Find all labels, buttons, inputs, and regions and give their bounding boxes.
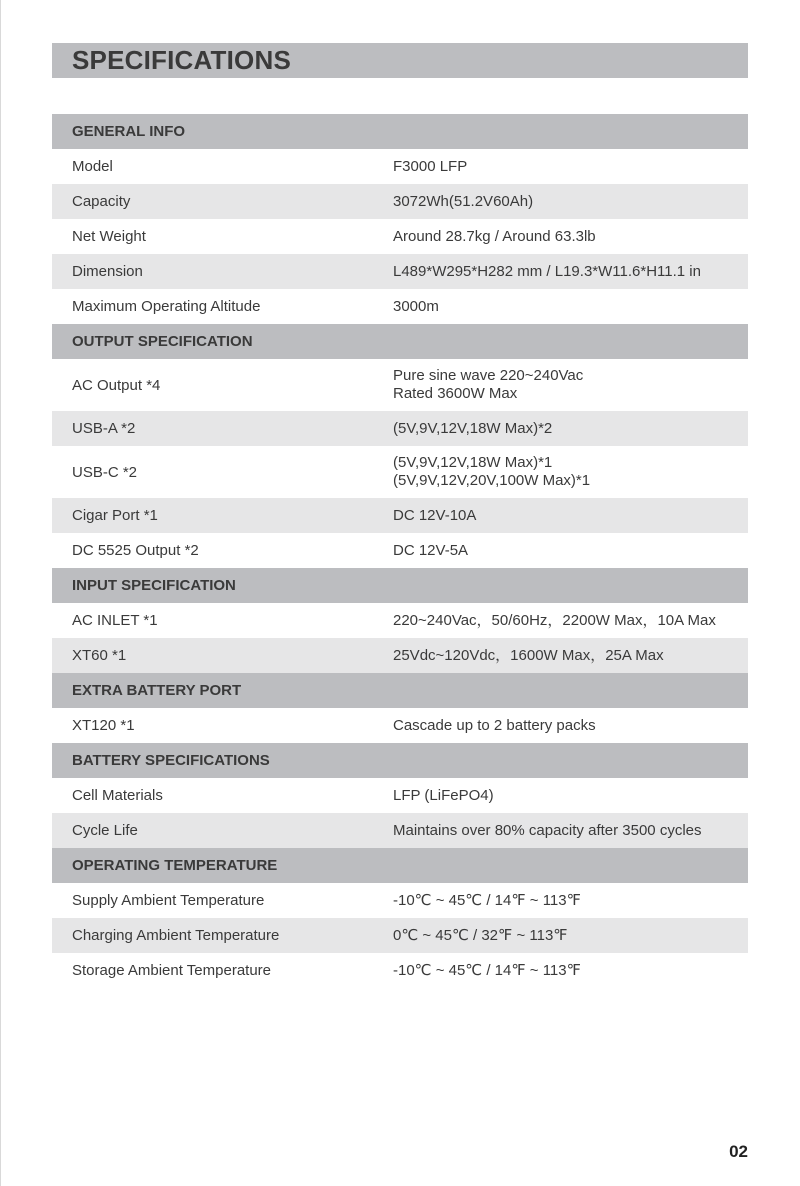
spec-value bbox=[393, 367, 748, 403]
spec-label: Storage Ambient Temperature bbox=[72, 962, 272, 979]
spec-row bbox=[52, 918, 748, 953]
spec-label: Cell Materials bbox=[72, 787, 163, 804]
section-header-output bbox=[52, 324, 748, 359]
spec-value: LFP (LiFePO4) bbox=[393, 786, 494, 804]
spec-value: 25Vdc~120Vdc，1600W Max，25A Max bbox=[393, 646, 664, 664]
section-heading: EXTRA BATTERY PORT bbox=[72, 682, 242, 699]
spec-value: Around 28.7kg / Around 63.3lb bbox=[393, 227, 596, 245]
spec-label: Cycle Life bbox=[72, 822, 138, 839]
spec-row bbox=[52, 359, 748, 411]
spec-label: DC 5525 Output *2 bbox=[72, 542, 199, 559]
spec-label: AC INLET *1 bbox=[72, 612, 158, 629]
spec-value: 0℃ ~ 45℃ / 32℉ ~ 113℉ bbox=[393, 926, 568, 944]
spec-value bbox=[393, 454, 748, 490]
spec-value: DC 12V-10A bbox=[393, 506, 477, 524]
spec-value-line-1: (5V,9V,12V,18W Max)*1 bbox=[393, 454, 553, 471]
spec-value: 3072Wh(51.2V60Ah) bbox=[393, 192, 534, 210]
section-header-battery bbox=[52, 743, 748, 778]
spec-label: USB-A *2 bbox=[72, 420, 136, 437]
spec-value: -10℃ ~ 45℃ / 14℉ ~ 113℉ bbox=[393, 891, 581, 909]
spec-value: Maintains over 80% capacity after 3500 cycles bbox=[393, 821, 702, 839]
spec-row bbox=[52, 498, 748, 533]
spec-label: Dimension bbox=[72, 263, 143, 280]
spec-value-line-2: (5V,9V,12V,20V,100W Max)*1 bbox=[393, 472, 591, 489]
spec-row bbox=[52, 411, 748, 446]
section-heading: OUTPUT SPECIFICATION bbox=[72, 333, 253, 350]
section-heading: INPUT SPECIFICATION bbox=[72, 577, 236, 594]
title-bar bbox=[52, 43, 748, 78]
spec-row bbox=[52, 638, 748, 673]
spec-row bbox=[52, 254, 748, 289]
spec-value: -10℃ ~ 45℃ / 14℉ ~ 113℉ bbox=[393, 961, 581, 979]
spec-value: 3000m bbox=[393, 297, 439, 315]
section-heading: GENERAL INFO bbox=[72, 123, 186, 140]
spec-row bbox=[52, 149, 748, 184]
spec-label: Cigar Port *1 bbox=[72, 507, 158, 524]
spec-value-line-1: Pure sine wave 220~240Vac bbox=[393, 367, 584, 384]
spec-label: Charging Ambient Temperature bbox=[72, 927, 280, 944]
spec-value: Cascade up to 2 battery packs bbox=[393, 716, 596, 734]
spec-row bbox=[52, 778, 748, 813]
section-header-temperature bbox=[52, 848, 748, 883]
spec-value-line-2: Rated 3600W Max bbox=[393, 385, 518, 402]
page-edge bbox=[0, 0, 1, 1186]
spec-value: F3000 LFP bbox=[393, 157, 468, 175]
spec-row bbox=[52, 533, 748, 568]
spec-row bbox=[52, 953, 748, 988]
spec-row bbox=[52, 813, 748, 848]
page-title: SPECIFICATIONS bbox=[72, 45, 292, 75]
page-number: 02 bbox=[729, 1142, 748, 1161]
spec-label: XT120 *1 bbox=[72, 717, 135, 734]
spec-label: Maximum Operating Altitude bbox=[72, 298, 261, 315]
spec-row bbox=[52, 219, 748, 254]
section-header-general bbox=[52, 114, 748, 149]
section-heading: BATTERY SPECIFICATIONS bbox=[72, 752, 270, 769]
spec-row bbox=[52, 883, 748, 918]
spec-label: Net Weight bbox=[72, 228, 146, 245]
spec-row bbox=[52, 603, 748, 638]
spec-row bbox=[52, 289, 748, 324]
spec-label: XT60 *1 bbox=[72, 647, 127, 664]
spec-label: Capacity bbox=[72, 193, 131, 210]
spec-row bbox=[52, 184, 748, 219]
spec-value: 220~240Vac，50/60Hz，2200W Max，10A Max bbox=[393, 611, 716, 629]
spec-table bbox=[52, 114, 748, 988]
spec-label: USB-C *2 bbox=[72, 463, 138, 481]
spec-row bbox=[52, 446, 748, 498]
spec-label: Model bbox=[72, 158, 113, 175]
section-heading: OPERATING TEMPERATURE bbox=[72, 857, 278, 874]
spec-value: L489*W295*H282 mm / L19.3*W11.6*H11.1 in bbox=[393, 262, 701, 280]
spec-value: DC 12V-5A bbox=[393, 541, 469, 559]
spec-value: (5V,9V,12V,18W Max)*2 bbox=[393, 419, 553, 437]
spec-label: Supply Ambient Temperature bbox=[72, 892, 265, 909]
spec-label: AC Output *4 bbox=[72, 376, 161, 394]
section-header-input bbox=[52, 568, 748, 603]
section-header-extra-battery bbox=[52, 673, 748, 708]
spec-row bbox=[52, 708, 748, 743]
